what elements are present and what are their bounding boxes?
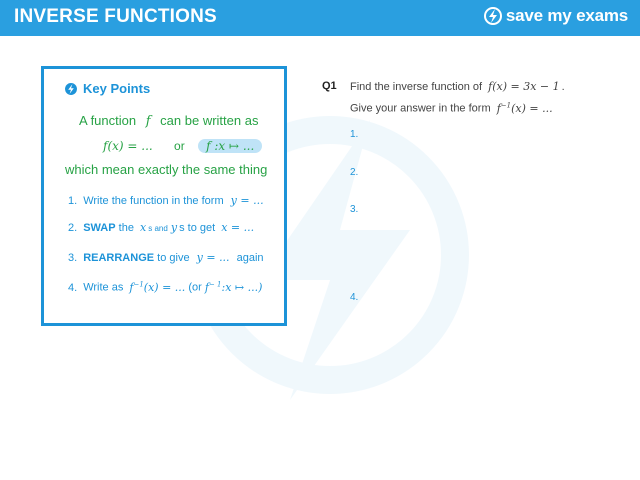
step-text: Write as: [83, 281, 124, 294]
step-text: Write the function in the form: [83, 195, 224, 207]
brand-name: save my exams: [505, 6, 628, 25]
step-1: [68, 194, 264, 207]
question-instruction: [350, 101, 553, 115]
definition-text-suffix: can be written as: [160, 113, 259, 128]
step-number: 2.: [68, 222, 78, 234]
step-math-sup: −1: [133, 280, 144, 288]
step-number: 4.: [68, 281, 78, 294]
answer-line-3[interactable]: 3.: [350, 204, 359, 215]
question-label: Q1: [322, 80, 337, 92]
notation-or: or: [174, 139, 185, 153]
answer-line-1[interactable]: 1.: [350, 129, 359, 140]
notation-line: [103, 139, 262, 153]
step-text: to give: [157, 252, 190, 264]
step-2: [68, 221, 254, 234]
step-math: y = ...: [196, 251, 230, 264]
step-math: y: [170, 221, 178, 234]
step-keyword: REARRANGE: [83, 252, 155, 264]
header-bar: [0, 0, 640, 36]
step-math: y = ...: [230, 194, 264, 207]
function-variable: f: [145, 114, 151, 129]
lightning-bolt-icon: [483, 6, 503, 26]
instruction-math-rest: (x) = ...: [511, 101, 553, 115]
step-math: [205, 281, 263, 294]
step-math-f: f: [129, 280, 134, 294]
definition-text: A function: [79, 113, 137, 128]
question-prefix: Find the inverse function of: [350, 81, 483, 93]
lightning-bolt-icon: [64, 82, 78, 96]
step-text: again: [236, 252, 264, 264]
step-number: 1.: [68, 195, 78, 207]
question-text: [350, 80, 565, 93]
question-math: f(x) = 3x − 1: [488, 80, 560, 93]
instruction-text: Give your answer in the form: [350, 102, 491, 115]
step-math-f: f: [204, 280, 209, 294]
step-math: x: [140, 221, 147, 234]
instruction-math-f: f: [496, 101, 501, 115]
equivalence-line: which mean exactly the same thing: [65, 162, 268, 177]
instruction-math: [497, 102, 553, 115]
question-suffix: .: [561, 81, 565, 93]
step-math: x = ...: [221, 221, 255, 234]
instruction-math-sup: −1: [500, 101, 512, 109]
step-math: [129, 281, 185, 294]
page-title: INVERSE FUNCTIONS: [14, 6, 217, 27]
step-math-rest: (x) = ...: [143, 280, 186, 294]
answer-line-4[interactable]: 4.: [350, 292, 359, 303]
step-text: s and: [148, 224, 168, 233]
step-text: (or: [188, 281, 202, 294]
step-text: s to get: [179, 222, 216, 234]
step-number: 3.: [68, 252, 78, 264]
step-math-rest: :x ↦ ...): [221, 280, 263, 294]
notation-mapping: f :x ↦ ...: [198, 139, 262, 153]
key-points-header: [64, 81, 150, 96]
definition-line: [79, 113, 258, 129]
answer-line-2[interactable]: 2.: [350, 167, 359, 178]
step-3: [68, 251, 264, 264]
key-points-title: Key Points: [83, 81, 151, 96]
brand-logo[interactable]: [483, 6, 628, 26]
step-text: the: [118, 222, 134, 234]
key-points-box: [41, 66, 287, 326]
step-math-sup: − 1: [208, 280, 222, 288]
step-4: [68, 280, 262, 294]
step-keyword: SWAP: [83, 222, 116, 234]
notation-function: f(x) = ...: [103, 139, 153, 153]
